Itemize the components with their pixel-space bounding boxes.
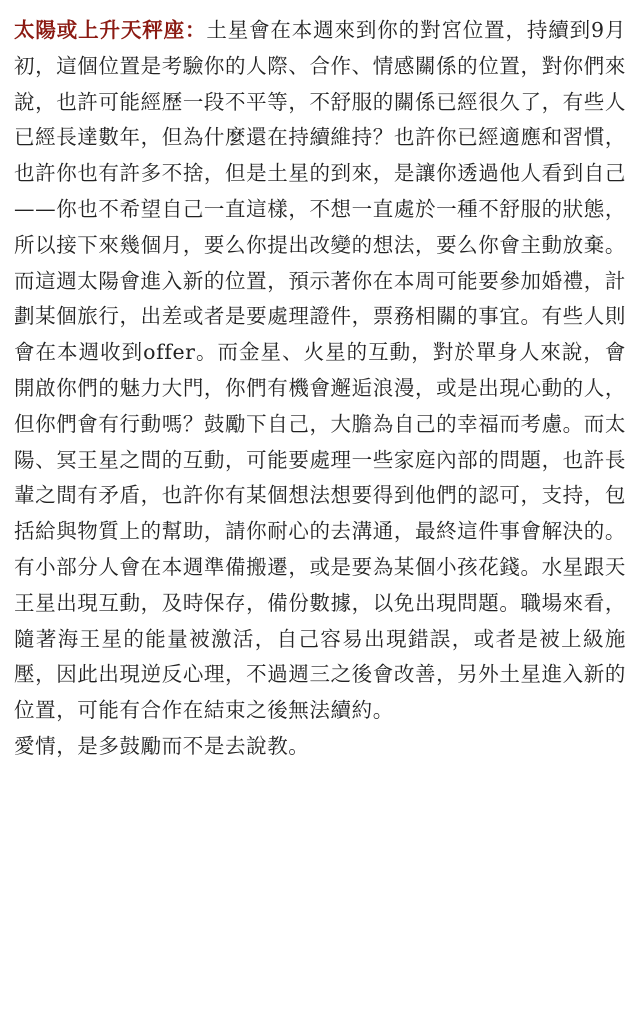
paragraph-body: 土星會在本週來到你的對宮位置，持續到9月初，這個位置是考驗你的人際、合作、情感關係的位置，對你們來說，也許可能經歷一段不平等，不舒服的關係已經很久了，有些人已經長達數年，但為什麼還在持續維持？也許你已經適應和習慣，也許你也有許多不捨，但是土星的到來，是讓你透過他人看到自己——你也不希望自己一直這樣，不想一直處於一種不舒服的狀態，所以接下來幾個月，要么你提出改變的想法，要么你會主動放棄。而這週太陽會進入新的位置，預示著你在本周可能要參加婚禮，計劃某個旅行，出差或者是要處理證件，票務相關的事宜。有些人則會在本週收到offer。而金星、火星的互動，對於單身人來說，會開啟你們的魅力大門，你們有機會邂逅浪漫，或是出現心動的人，但你們會有行動嗎？鼓勵下自己，大膽為自己的幸福而考慮。而太陽、冥王星之間的互動，可能要處理一些家庭內部的問題，也許長輩之間有矛盾，也許你有某個想法想要得到他們的認可，支持，包括給與物質上的幫助，請你耐心的去溝通，最終這件事會解決的。有小部分人會在本週準備搬遷，或是要為某個小孩花錢。水星跟天王星出現互動，及時保存，備份數據，以免出現問題。職場來看，隨著海王星的能量被激活，自己容易出現錯誤，或者是被上級施壓，因此出現逆反心理，不過週三之後會改善，另外土星進入新的位置，可能有合作在結束之後無法續約。 <box>14 18 626 723</box>
closing-line: 愛情，是多鼓勵而不是去說教。 <box>14 733 310 758</box>
article <box>14 13 626 765</box>
sign-heading: 太陽或上升天秤座： <box>14 18 207 42</box>
article-paragraph <box>14 13 626 729</box>
